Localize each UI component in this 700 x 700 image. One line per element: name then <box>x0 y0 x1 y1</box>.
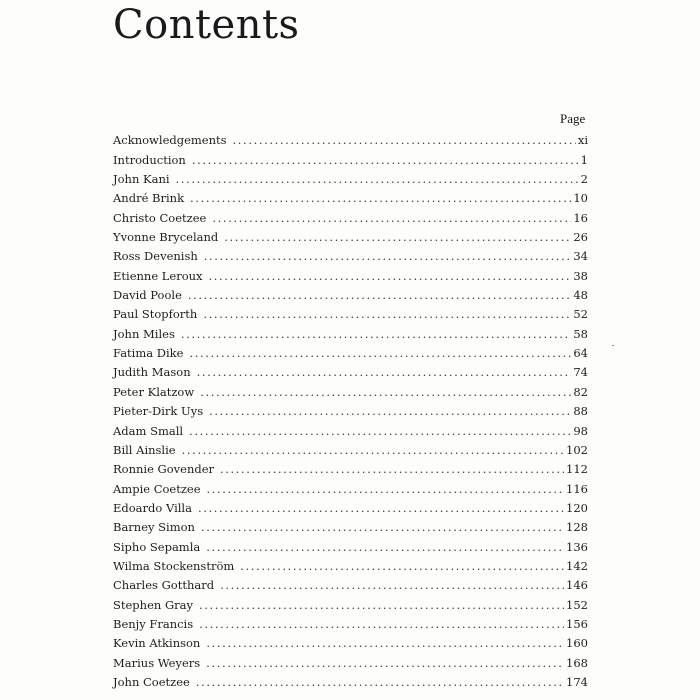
toc-entry-page: 1 <box>580 152 588 167</box>
dot-leader <box>197 365 572 379</box>
toc-entry-name: John Kani <box>113 172 170 187</box>
dot-leader <box>206 636 564 650</box>
toc-entry <box>113 438 588 457</box>
toc-entry <box>113 302 588 321</box>
toc-entry <box>113 244 588 263</box>
dot-leader <box>182 443 564 457</box>
toc-entry <box>113 263 588 282</box>
toc-entry <box>113 283 588 302</box>
toc-entry-name: Wilma Stockenström <box>113 558 235 573</box>
toc-entry <box>113 379 588 398</box>
toc-entry <box>113 186 588 205</box>
toc-entry-name: Acknowledgements <box>113 133 227 148</box>
toc-entry <box>113 592 588 611</box>
dot-leader <box>190 191 571 205</box>
toc-entry <box>113 399 588 418</box>
toc-entry <box>113 631 588 650</box>
dot-leader <box>199 617 564 631</box>
toc-entry-name: Pieter-Dirk Uys <box>113 404 204 419</box>
toc-entry <box>113 612 588 631</box>
toc-entry-name: Benjy Francis <box>113 616 194 631</box>
toc-entry-page: 38 <box>573 268 588 283</box>
toc-entry-page: 26 <box>573 230 588 245</box>
toc-entry-page: 10 <box>573 191 588 206</box>
table-of-contents <box>113 128 588 689</box>
toc-entry-page: 120 <box>566 500 588 515</box>
toc-entry-name: Charles Gotthard <box>113 578 215 593</box>
toc-entry <box>113 147 588 166</box>
dot-leader <box>204 249 572 263</box>
toc-entry-page: 58 <box>573 326 588 341</box>
toc-entry <box>113 457 588 476</box>
toc-entry <box>113 341 588 360</box>
dot-leader <box>200 385 571 399</box>
toc-entry-page: 156 <box>566 616 588 631</box>
dot-leader <box>212 211 571 225</box>
dot-leader <box>188 288 571 302</box>
dot-leader <box>192 153 579 167</box>
toc-entry-name: Ross Devenish <box>113 249 198 264</box>
toc-entry-page: 16 <box>573 210 588 225</box>
dot-leader <box>199 598 564 612</box>
toc-entry-name: Introduction <box>113 152 186 167</box>
toc-entry-name: Christo Coetzee <box>113 210 207 225</box>
toc-entry-page: 52 <box>573 307 588 322</box>
dot-leader <box>206 540 564 554</box>
page-title: Contents <box>113 2 300 48</box>
toc-entry-page: 152 <box>566 597 588 612</box>
toc-entry-name: Fatima Dike <box>113 346 184 361</box>
dot-leader <box>220 462 564 476</box>
toc-entry-page: 34 <box>573 249 588 264</box>
dot-leader <box>233 133 576 147</box>
toc-entry-name: Etienne Leroux <box>113 268 203 283</box>
toc-entry-name: Sipho Sepamla <box>113 539 201 554</box>
toc-entry-name: John Miles <box>113 326 175 341</box>
dot-leader <box>207 482 565 496</box>
dot-leader <box>189 424 571 438</box>
toc-entry-page: 82 <box>573 384 588 399</box>
dot-leader <box>206 656 564 670</box>
toc-entry-page: 88 <box>573 404 588 419</box>
toc-entry-page: 102 <box>566 442 588 457</box>
toc-entry-page: 142 <box>566 558 588 573</box>
toc-entry <box>113 476 588 495</box>
toc-entry-name: Kevin Atkinson <box>113 636 201 651</box>
dot-leader <box>176 172 579 186</box>
toc-entry <box>113 321 588 340</box>
toc-entry-name: Judith Mason <box>113 365 191 380</box>
toc-entry-page: 168 <box>566 655 588 670</box>
toc-entry <box>113 650 588 669</box>
toc-entry-page: 136 <box>566 539 588 554</box>
dot-leader <box>189 346 571 360</box>
toc-entry-page: 174 <box>566 674 588 689</box>
toc-entry-page: xi <box>577 133 588 148</box>
toc-entry <box>113 167 588 186</box>
toc-entry-name: Yvonne Bryceland <box>113 230 219 245</box>
toc-entry-name: David Poole <box>113 288 182 303</box>
toc-entry-name: Ampie Coetzee <box>113 481 201 496</box>
toc-entry-name: Marius Weyers <box>113 655 201 670</box>
toc-entry-page: 98 <box>573 423 588 438</box>
toc-entry-page: 128 <box>566 520 588 535</box>
toc-entry <box>113 225 588 244</box>
toc-entry-page: 2 <box>580 172 588 187</box>
toc-entry-page: 116 <box>566 481 588 496</box>
toc-entry <box>113 670 588 689</box>
toc-entry-page: 74 <box>573 365 588 380</box>
toc-entry-page: 146 <box>566 578 588 593</box>
toc-entry <box>113 205 588 224</box>
dot-leader <box>181 327 572 341</box>
toc-entry <box>113 534 588 553</box>
toc-entry-name: Adam Small <box>113 423 184 438</box>
paper-speck <box>612 345 614 346</box>
toc-entry-page: 48 <box>573 288 588 303</box>
toc-entry <box>113 496 588 515</box>
dot-leader <box>201 520 564 534</box>
dot-leader <box>220 578 564 592</box>
dot-leader <box>196 675 564 689</box>
toc-entry <box>113 418 588 437</box>
toc-entry-name: Stephen Gray <box>113 597 193 612</box>
dot-leader <box>198 501 564 515</box>
dot-leader <box>224 230 571 244</box>
toc-entry-name: Edoardo Villa <box>113 500 192 515</box>
toc-entry-name: Paul Stopforth <box>113 307 198 322</box>
toc-entry <box>113 515 588 534</box>
toc-entry-name: Bill Ainslie <box>113 442 176 457</box>
toc-entry-name: Ronnie Govender <box>113 462 215 477</box>
toc-entry-name: Barney Simon <box>113 520 195 535</box>
dot-leader <box>209 404 571 418</box>
toc-entry <box>113 360 588 379</box>
toc-entry-page: 112 <box>566 462 588 477</box>
toc-entry <box>113 554 588 573</box>
dot-leader <box>240 559 564 573</box>
toc-entry-name: André Brink <box>113 191 185 206</box>
dot-leader <box>209 269 572 283</box>
toc-entry-name: Peter Klatzow <box>113 384 195 399</box>
page-column-label: Page <box>560 111 586 126</box>
toc-entry-name: John Coetzee <box>113 674 190 689</box>
toc-entry <box>113 128 588 147</box>
dot-leader <box>203 307 571 321</box>
toc-entry <box>113 573 588 592</box>
toc-entry-page: 160 <box>566 636 588 651</box>
toc-entry-page: 64 <box>573 346 588 361</box>
